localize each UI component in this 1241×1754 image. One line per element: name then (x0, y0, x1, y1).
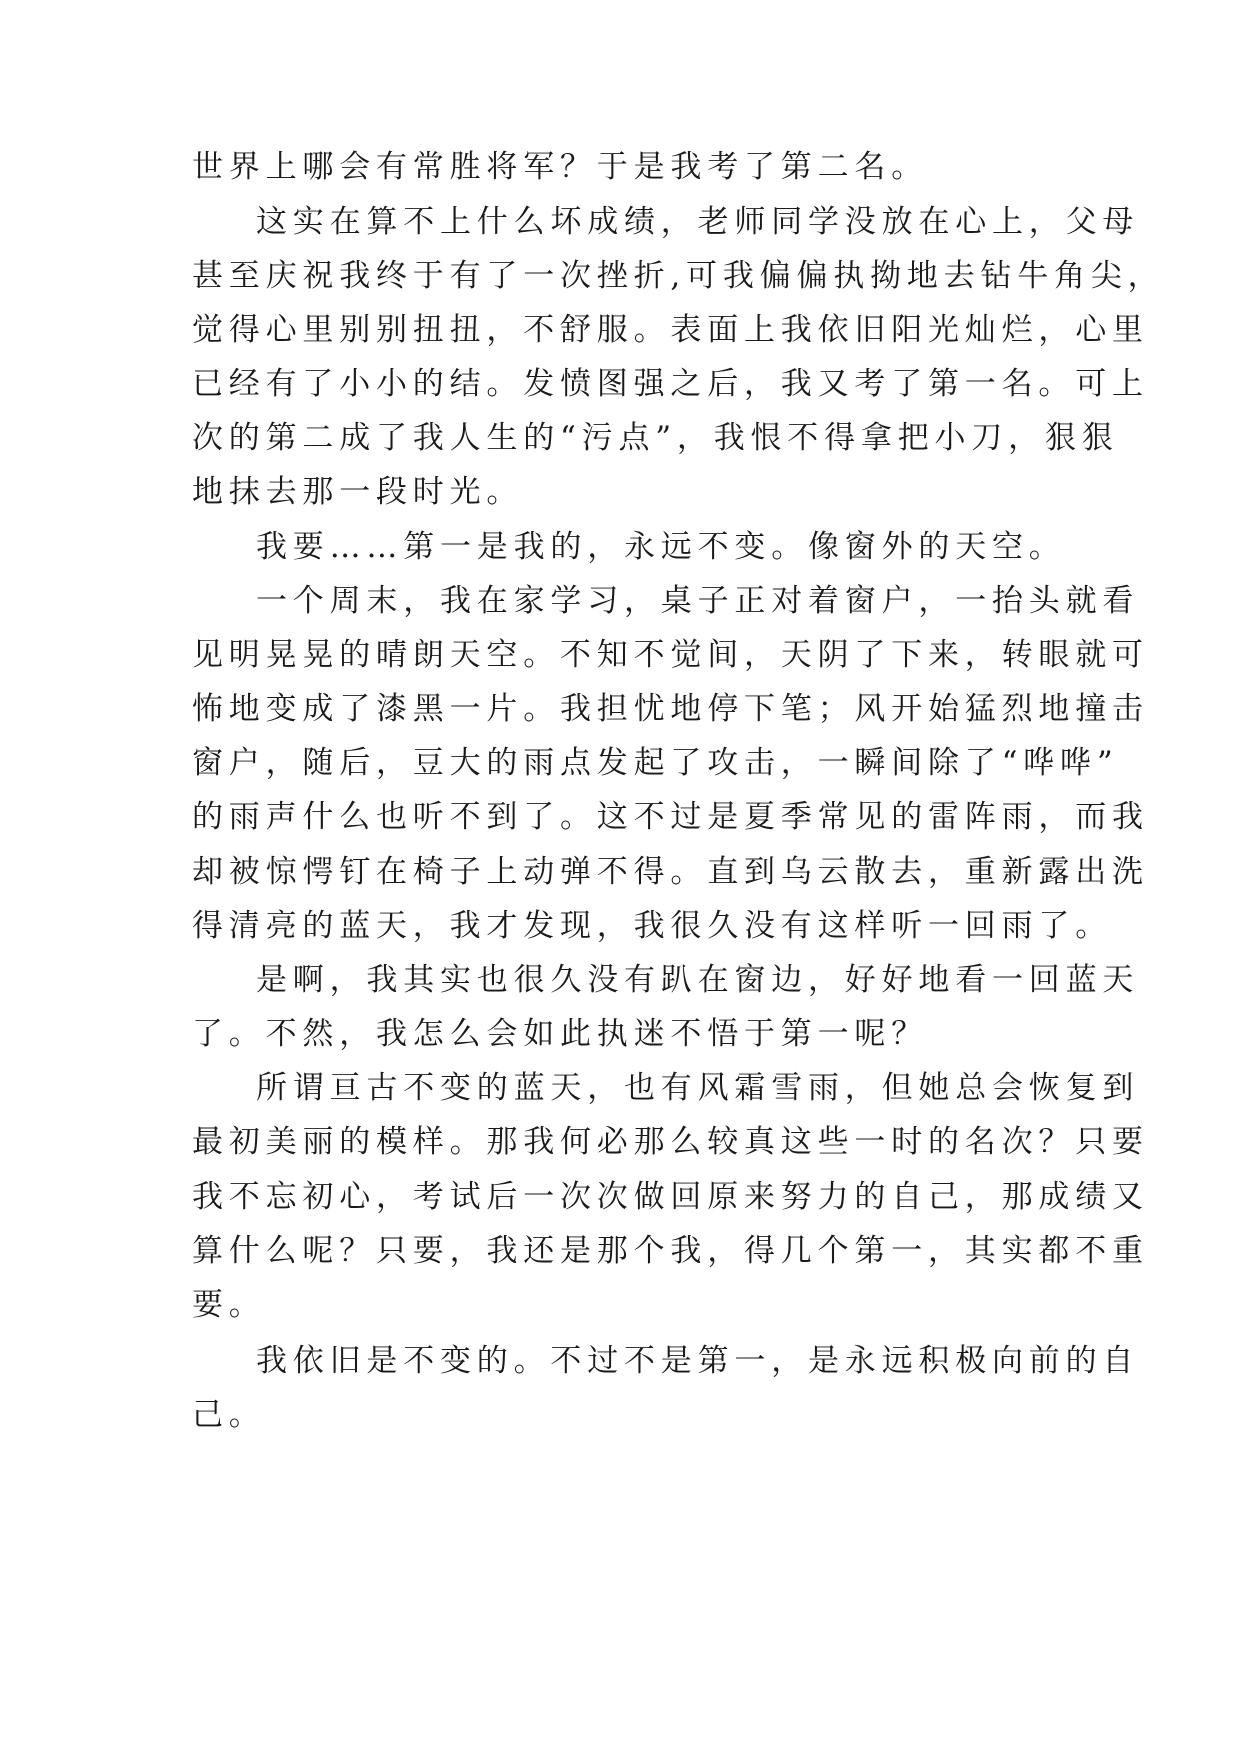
text-line: 次的第二成了我人生的“污点”，我恨不得拿把小刀，狠狠 (192, 420, 1119, 456)
text-line: 一个周末，我在家学习，桌子正对着窗户，一抬头就看 (256, 583, 1140, 619)
text-line: 我依旧是不变的。不过不是第一，是永远积极向前的自 (256, 1343, 1140, 1379)
text-line: 怖地变成了漆黑一片。我担忧地停下笔；风开始猛烈地撞击 (192, 691, 1149, 727)
text-line: 甚至庆祝我终于有了一次挫折,可我偏偏执拗地去钻牛角尖， (192, 258, 1165, 294)
text-line: 见明晃晃的晴朗天空。不知不觉间，天阴了下来，转眼就可 (192, 637, 1149, 673)
text-line: 所谓亘古不变的蓝天，也有风霜雪雨，但她总会恢复到 (256, 1070, 1140, 1106)
text-line: 算什么呢？只要，我还是那个我，得几个第一，其实都不重 (192, 1233, 1149, 1269)
text-line: 这实在算不上什么坏成绩，老师同学没放在心上，父母 (256, 204, 1140, 240)
text-line: 的雨声什么也听不到了。这不过是夏季常见的雷阵雨，而我 (192, 799, 1149, 835)
text-line: 却被惊愕钉在椅子上动弹不得。直到乌云散去，重新露出洗 (192, 854, 1149, 890)
text-line: 已经有了小小的结。发愤图强之后，我又考了第一名。可上 (192, 366, 1149, 402)
text-line: 是啊，我其实也很久没有趴在窗边，好好地看一回蓝天 (256, 962, 1140, 998)
text-line: 地抹去那一段时光。 (192, 474, 524, 510)
text-line: 我不忘初心，考试后一次次做回原来努力的自己，那成绩又 (192, 1179, 1149, 1215)
text-line: 我要……第一是我的，永远不变。像窗外的天空。 (256, 529, 1066, 565)
text-line: 觉得心里别别扭扭，不舒服。表面上我依旧阳光灿烂，心里 (192, 312, 1149, 348)
text-line: 得清亮的蓝天，我才发现，我很久没有这样听一回雨了。 (192, 908, 1112, 944)
text-line: 世界上哪会有常胜将军？于是我考了第二名。 (192, 149, 928, 185)
text-line: 了。不然，我怎么会如此执迷不悟于第一呢？ (192, 1016, 928, 1052)
text-line: 要。 (192, 1287, 266, 1323)
text-line: 窗户，随后，豆大的雨点发起了攻击，一瞬间除了“哗哗” (192, 745, 1119, 781)
text-line: 己。 (192, 1397, 266, 1433)
text-line: 最初美丽的模样。那我何必那么较真这些一时的名次？只要 (192, 1124, 1149, 1160)
